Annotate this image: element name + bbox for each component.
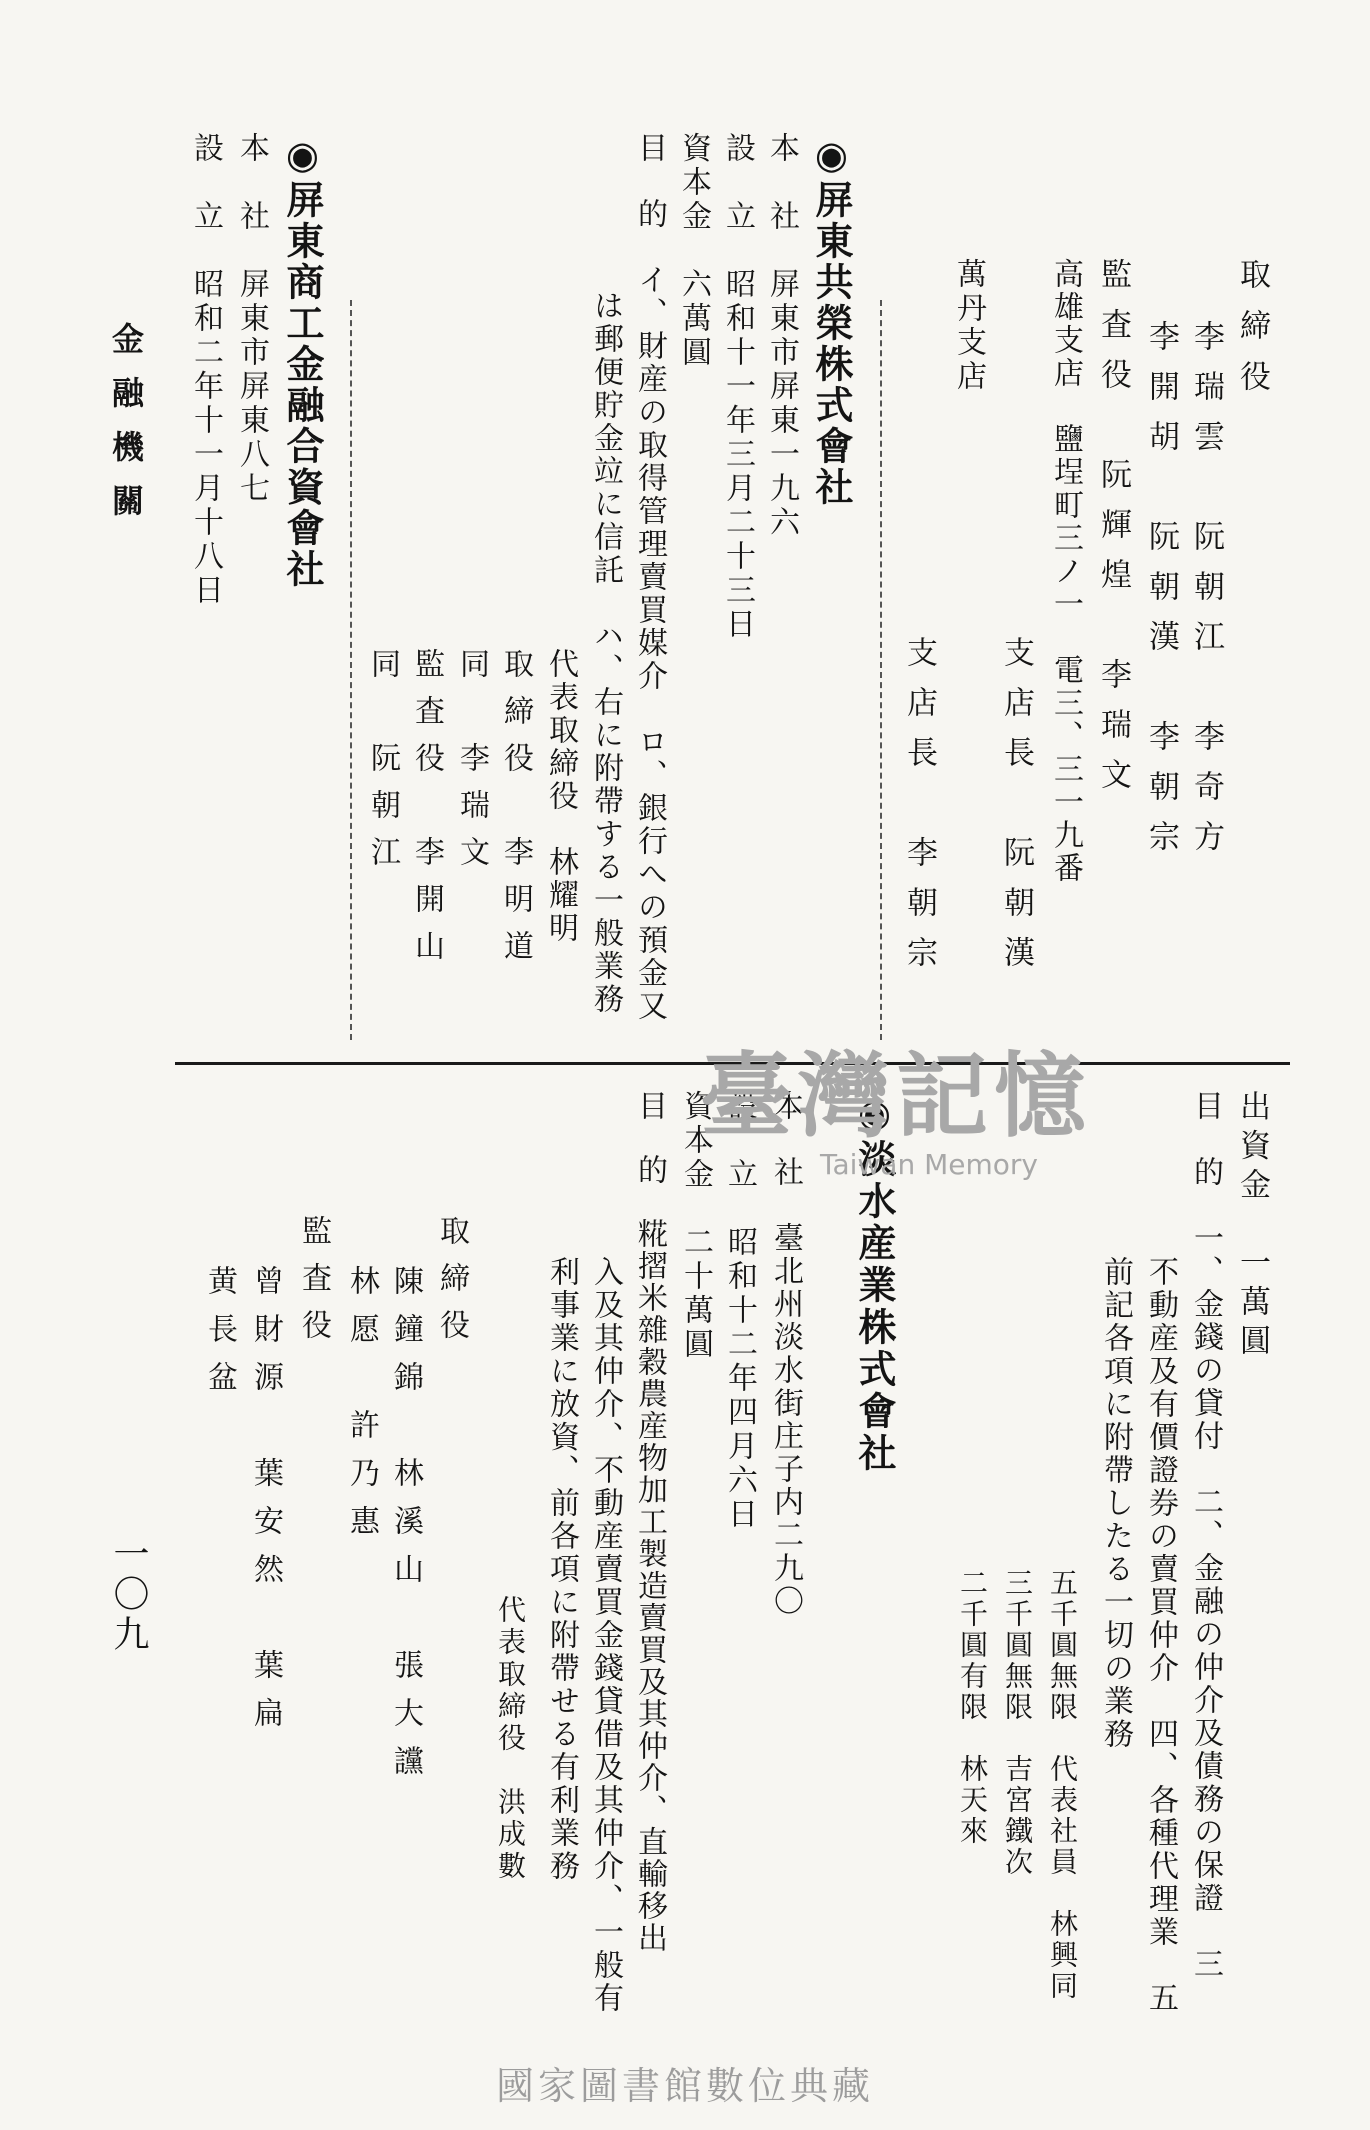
prev-company-column: 目 的 一、金錢の貸付 二、金融の仲介及債務の保證 三 <box>1188 1090 1223 1981</box>
company-capital: 資本金 六萬圓 <box>676 132 711 370</box>
company-purpose: 目 的 糀摺米雜穀農産物加工製造賣買及其仲介、直輸移出 <box>632 1090 667 1954</box>
prev-company-column: 五千圓無限 代表社員 林興同 <box>1046 1568 1079 2002</box>
company-purpose-cont: は郵便貯金竝に信託 ハ、右に附帶する一般業務 <box>588 290 623 1016</box>
company-officer: 黄長盆 <box>202 1265 237 1409</box>
company-purpose-cont: 利事業に放資、前各項に附帶せる有利業務 <box>544 1256 579 1883</box>
dashed-separator <box>350 300 352 1040</box>
prev-company-column: 高雄支店 鹽埕町三ノ一 電三、三一九番 <box>1048 258 1083 885</box>
company-officer: 代表取締役 洪成數 <box>494 1595 527 1883</box>
company-officer: 同 阮朝江 <box>365 648 400 883</box>
company-purpose: 目 的 イ、財産の取得管理賣買媒介 ロ、銀行への預金又 <box>632 132 667 1023</box>
company-capital: 資本金 二十萬圓 <box>678 1090 713 1362</box>
prev-company-column: 三千圓無限 吉宮鐵次 <box>1001 1568 1034 1878</box>
taiwan-memory-watermark <box>700 1042 1130 1210</box>
company-title-pingtung-kyoei: ◉屏東共榮株式會社 <box>809 132 854 508</box>
prev-company-column: 前記各項に附帶したる一切の業務 <box>1098 1256 1133 1751</box>
company-purpose-cont: 入及其仲介、不動産賣買金錢貸借及其仲介、一般有 <box>588 1256 623 2015</box>
prev-company-column: 支店長 阮朝漢 <box>998 636 1034 986</box>
company-officer: 監査役 <box>296 1215 331 1356</box>
company-officer: 取締役 李明道 <box>498 648 533 977</box>
prev-company-column: 李開胡 阮朝漢 李朝宗 <box>1143 320 1179 870</box>
section-header-kinyu-kikan: 金融機關 <box>107 322 145 538</box>
library-footer: 國家圖書館數位典藏 <box>495 2064 874 2108</box>
dashed-separator <box>880 300 882 1040</box>
prev-company-column: 監査役 阮輝煌 李瑞文 <box>1095 258 1131 808</box>
company-officer: 同 李瑞文 <box>454 648 489 883</box>
company-officer: 林愿 許乃惠 <box>344 1265 379 1553</box>
company-officer: 取締役 <box>434 1215 469 1356</box>
page-number: 一〇九 <box>108 1535 149 1655</box>
watermark-cjk: 臺灣記憶 <box>700 1042 1093 1150</box>
prev-company-column: 不動産及有價證券の賣買仲介 四、各種代理業 五 <box>1143 1256 1178 2015</box>
company-officer: 曾財源 葉安然 葉扁 <box>248 1265 283 1745</box>
company-head-office: 本 社 屏東市屏東一九六 <box>764 132 799 540</box>
company-officer: 監査役 李開山 <box>409 648 444 977</box>
company-title-tamsui-sangyo: ◉淡水産業株式會社 <box>852 1090 897 1475</box>
company-established: 設 立 昭和十二年四月六日 <box>722 1090 757 1532</box>
prev-company-column: 取締役 <box>1234 258 1270 411</box>
company-established: 設 立 昭和十一年三月二十三日 <box>720 132 755 642</box>
prev-company-column: 支店長 李朝宗 <box>901 636 937 986</box>
company-established: 設 立 昭和二年十一月十八日 <box>188 132 223 608</box>
prev-company-column: 二千圓有限 林天來 <box>956 1568 989 1847</box>
prev-company-column: 萬丹支店 <box>951 258 986 394</box>
prev-company-column: 出資金 一萬圓 <box>1234 1090 1270 1363</box>
company-head-office: 本 社 屏東市屏東八七 <box>234 132 269 506</box>
company-officer: 代表取締役 林耀明 <box>543 648 578 945</box>
company-title-pingtung-shoko: ◉屏東商工金融合資會社 <box>280 132 325 590</box>
company-head-office: 本 社 臺北州淡水街庄子内二九〇 <box>768 1090 803 1618</box>
prev-company-column: 李瑞雲 阮朝江 李奇方 <box>1188 320 1224 870</box>
watermark-en: Taiwan Memory <box>820 1148 1038 1181</box>
company-officer: 陳鐘錦 林溪山 張大讜 <box>388 1265 423 1793</box>
